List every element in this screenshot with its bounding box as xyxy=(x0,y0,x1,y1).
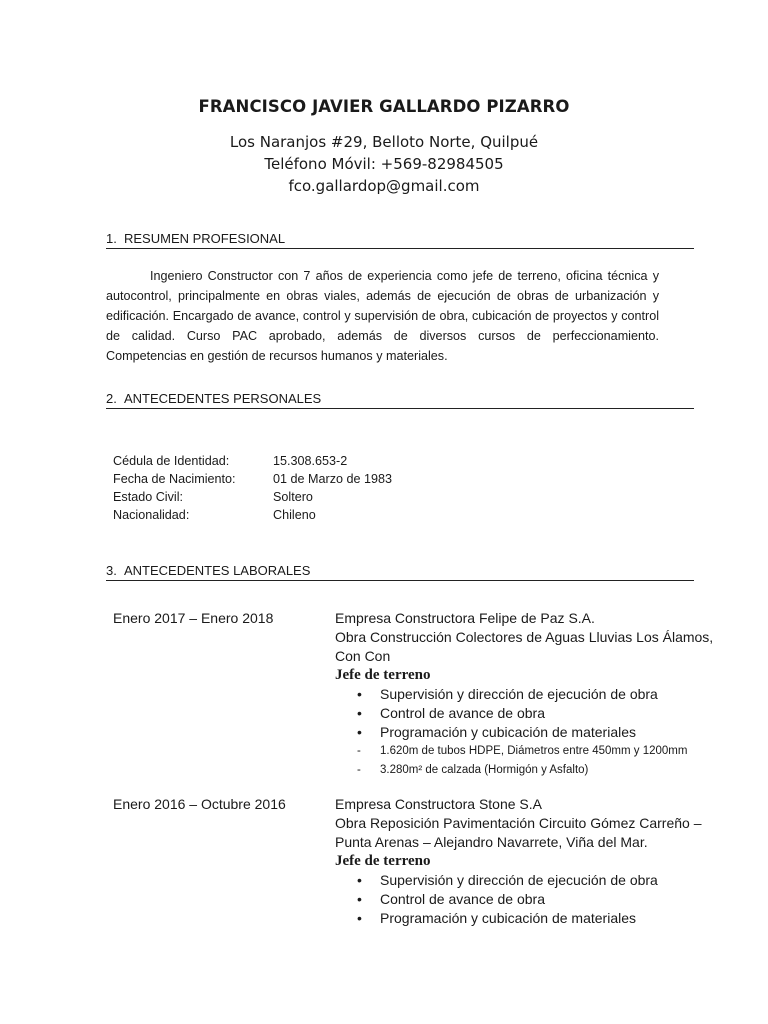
job-info xyxy=(335,609,735,780)
job-role: Jefe de terreno xyxy=(335,853,431,869)
list-item: - 3.280m² de calzada (Hormigón y Asfalto) xyxy=(335,761,735,780)
field-value: Soltero xyxy=(273,490,313,504)
job-project: Obra Reposición Pavimentación Circuito Gómez Carreño – Punta Arenas – Alejandro Navarrete, Viña del Mar. xyxy=(335,815,702,850)
list-item: - 1.620m de tubos HDPE, Diámetros entre 450mm y 1200mm xyxy=(335,742,735,761)
summary-paragraph: Ingeniero Constructor con 7 años de experiencia como jefe de terreno, oficina técnica y autocontrol, principalmente en obras viales, además de ejecución de obras de urbanización y edificación. Encargado de avance, control y supervisión de obra, cubicación de proyectos y control de calidad. Curso PAC aprobado, además de diversos cursos de perfeccionamiento. Competencias en gestión de recursos humanos y materiales. xyxy=(106,269,659,363)
section-number: 1. xyxy=(106,231,117,246)
job-role: Jefe de terreno xyxy=(335,667,431,683)
candidate-name: FRANCISCO JAVIER GALLARDO PIZARRO xyxy=(198,97,570,116)
phone: Teléfono Móvil: +569-82984505 xyxy=(264,155,504,173)
personal-row xyxy=(113,452,392,470)
address: Los Naranjos #29, Belloto Norte, Quilpué xyxy=(229,133,539,151)
field-label: Fecha de Nacimiento: xyxy=(113,472,236,486)
section-number: 2. xyxy=(106,391,117,406)
contact-block xyxy=(0,131,768,197)
field-label: Estado Civil: xyxy=(113,490,183,504)
section-label: ANTECEDENTES LABORALES xyxy=(124,563,311,578)
field-value: Chileno xyxy=(273,508,316,522)
list-item: • Programación y cubicación de materiales xyxy=(335,723,735,742)
section-title-personales xyxy=(106,391,694,409)
field-label: Nacionalidad: xyxy=(113,508,190,522)
job-company: Empresa Constructora Stone S.A xyxy=(335,796,542,812)
job-project: Obra Construcción Colectores de Aguas Lluvias Los Álamos, Con Con xyxy=(335,629,714,664)
field-value: 01 de Marzo de 1983 xyxy=(273,472,393,486)
list-item: • Supervisión y dirección de ejecución de obra xyxy=(335,685,735,704)
field-label: Cédula de Identidad: xyxy=(113,454,230,468)
personal-data-table xyxy=(113,452,392,524)
personal-row xyxy=(113,470,392,488)
email: fco.gallardop@gmail.com xyxy=(288,177,480,195)
list-item: • Control de avance de obra xyxy=(335,704,735,723)
list-item: • Programación y cubicación de materiales xyxy=(335,909,735,928)
personal-row xyxy=(113,506,392,524)
job-info xyxy=(335,795,735,928)
section-title-resumen xyxy=(106,231,694,249)
job-company: Empresa Constructora Felipe de Paz S.A. xyxy=(335,610,595,626)
list-item: • Control de avance de obra xyxy=(335,890,735,909)
personal-row xyxy=(113,488,392,506)
section-label: RESUMEN PROFESIONAL xyxy=(124,231,286,246)
section-label: ANTECEDENTES PERSONALES xyxy=(124,391,322,406)
section-number: 3. xyxy=(106,563,117,578)
job-period: Enero 2017 – Enero 2018 xyxy=(113,610,274,626)
list-item: • Supervisión y dirección de ejecución de obra xyxy=(335,871,735,890)
section-title-laborales xyxy=(106,563,694,581)
job-details xyxy=(335,742,735,780)
job-tasks xyxy=(335,871,735,928)
job-period: Enero 2016 – Octubre 2016 xyxy=(113,796,286,812)
field-value: 15.308.653-2 xyxy=(273,454,348,468)
job-tasks xyxy=(335,685,735,742)
